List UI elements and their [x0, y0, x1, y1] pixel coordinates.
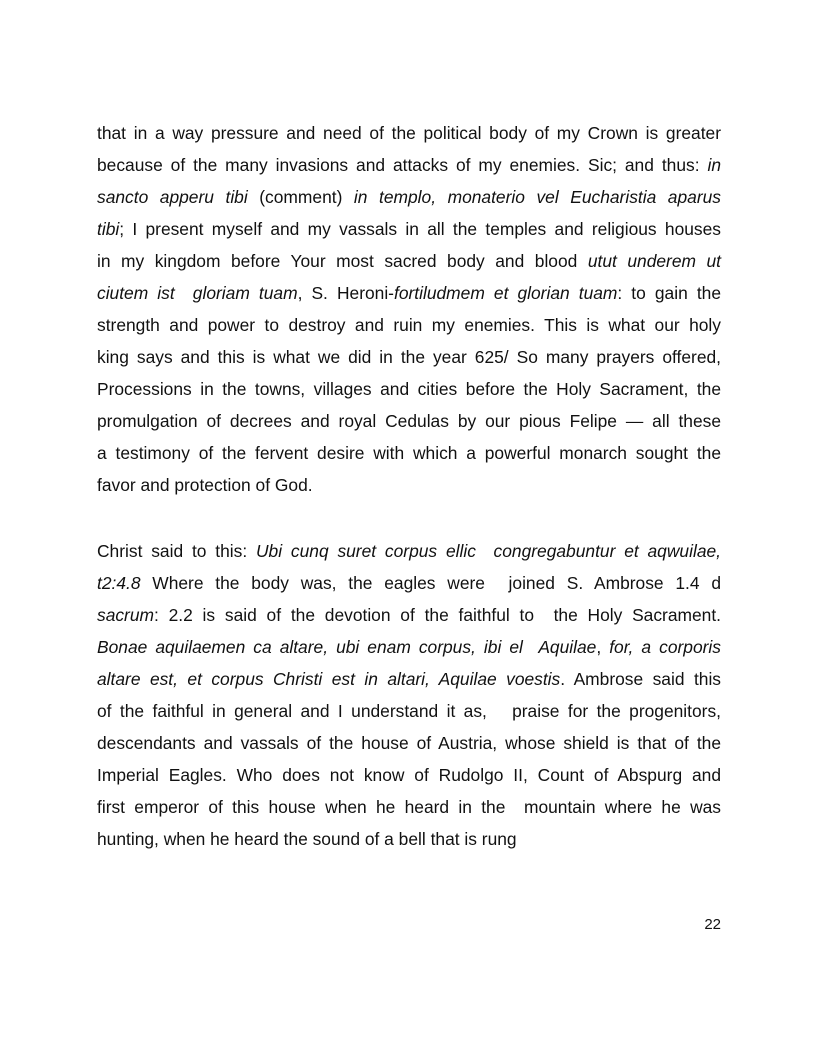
text-segment: (comment) — [247, 187, 354, 207]
text-segment: Christ said to this: — [97, 541, 256, 561]
italic-latin-text: fortiludmem et glorian tuam — [393, 283, 618, 303]
italic-latin-text: in — [707, 155, 721, 175]
text-line — [97, 117, 721, 149]
text-segment: : 2.2 is said of the devotion of the faithful to the Holy Sacrament. — [154, 605, 721, 625]
paragraph-2 — [97, 535, 721, 855]
text-line — [97, 791, 721, 823]
text-line — [97, 373, 721, 405]
text-line — [97, 823, 721, 855]
text-line — [97, 727, 721, 759]
text-line — [97, 341, 721, 373]
page-number: 22 — [704, 916, 721, 933]
text-segment: a testimony of the fervent desire with which a powerful monarch sought the — [97, 443, 721, 463]
text-segment: king says and this is what we did in the year 625/ So many prayers offered, — [97, 347, 721, 367]
text-line — [97, 277, 721, 309]
italic-latin-text: utut underem ut — [587, 251, 722, 271]
text-segment: because of the many invasions and attacks of my enemies. Sic; and thus: — [97, 155, 708, 175]
text-line — [97, 309, 721, 341]
text-segment: first emperor of this house when he heard in the mountain where he was — [97, 797, 721, 817]
text-segment: that in a way pressure and need of the political body of my Crown is greater — [97, 123, 721, 143]
text-segment: of the faithful in general and I understand it as, praise for the progenitors, — [97, 701, 721, 721]
italic-latin-text: altare est, et corpus Christi est in altari, Aquilae voestis — [97, 669, 561, 689]
text-segment: , — [596, 637, 610, 657]
italic-latin-text: ciutem ist gloriam tuam — [97, 283, 298, 303]
text-line — [97, 405, 721, 437]
text-line — [97, 535, 721, 567]
italic-latin-text: Bonae aquilaemen ca altare, ubi enam corpus, ibi el Aquilae — [97, 637, 597, 657]
text-segment: hunting, when he heard the sound of a bell that is rung — [97, 829, 517, 849]
italic-latin-text: for, a corporis — [609, 637, 721, 657]
italic-latin-text: t2:4.8 — [97, 573, 141, 593]
text-segment: . Ambrose said this — [560, 669, 722, 689]
text-segment: , S. Heroni- — [297, 283, 394, 303]
text-line — [97, 181, 721, 213]
italic-latin-text: Ubi cunq suret corpus ellic congregabuntur et aqwuilae, — [256, 541, 721, 561]
text-segment: Where the body was, the eagles were joined S. Ambrose 1.4 d — [140, 573, 721, 593]
text-line — [97, 469, 721, 501]
text-segment: Processions in the towns, villages and cities before the Holy Sacrament, the — [97, 379, 721, 399]
text-line — [97, 149, 721, 181]
text-segment: strength and power to destroy and ruin my enemies. This is what our holy — [97, 315, 721, 335]
italic-latin-text: sacrum — [97, 605, 155, 625]
text-line — [97, 695, 721, 727]
text-line — [97, 567, 721, 599]
text-line — [97, 759, 721, 791]
text-segment: in my kingdom before Your most sacred body and blood — [97, 251, 588, 271]
text-line — [97, 245, 721, 277]
italic-latin-text: in templo, monaterio vel Eucharistia aparus — [353, 187, 721, 207]
text-segment: : to gain the — [617, 283, 721, 303]
text-segment: ; I present myself and my vassals in all the temples and religious houses — [119, 219, 721, 239]
italic-latin-text: tibi — [97, 219, 120, 239]
text-line — [97, 213, 721, 245]
italic-latin-text: sancto apperu tibi — [97, 187, 248, 207]
text-line — [97, 663, 721, 695]
text-segment: favor and protection of God. — [97, 475, 313, 495]
text-segment: promulgation of decrees and royal Cedulas by our pious Felipe — all these — [97, 411, 721, 431]
text-segment: Imperial Eagles. Who does not know of Rudolgo II, Count of Abspurg and — [97, 765, 721, 785]
paragraph-1 — [97, 117, 721, 501]
text-line — [97, 437, 721, 469]
text-line — [97, 599, 721, 631]
text-line — [97, 631, 721, 663]
text-segment: descendants and vassals of the house of Austria, whose shield is that of the — [97, 733, 721, 753]
